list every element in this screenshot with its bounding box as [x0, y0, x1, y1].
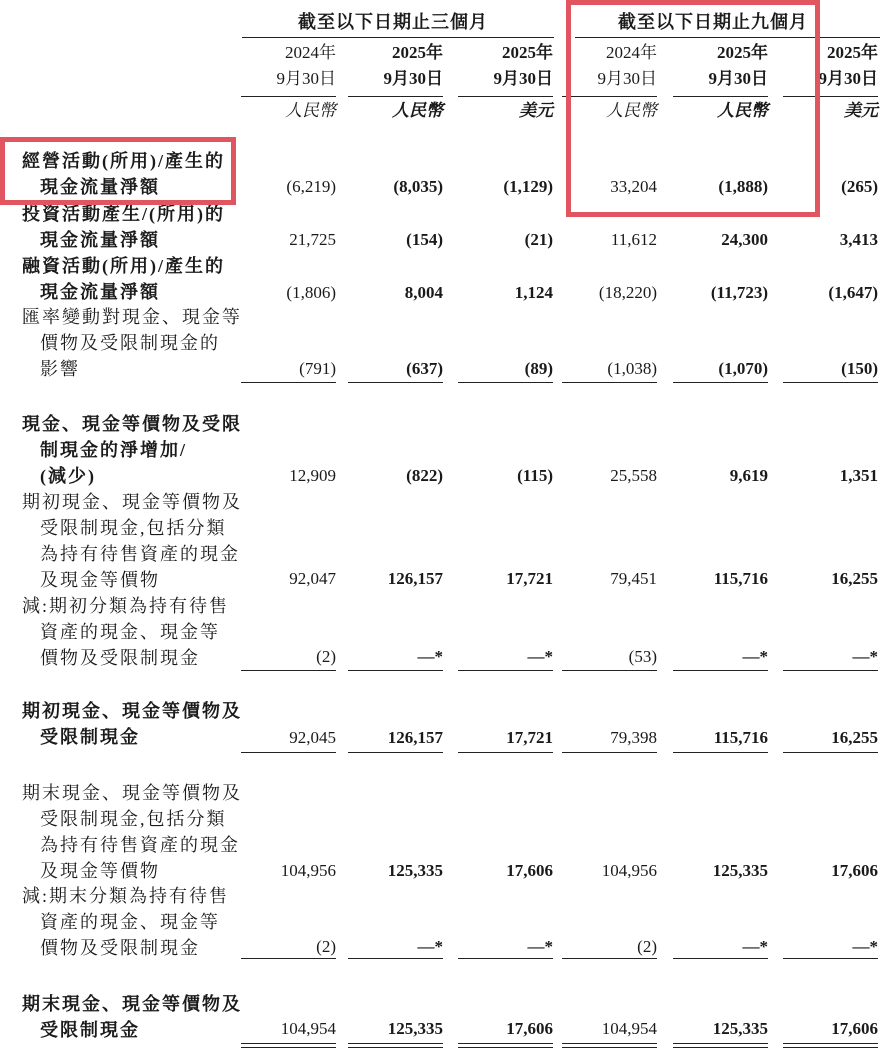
row-value: 125,335 [387, 861, 443, 880]
subtotal-rule [783, 752, 878, 753]
row-value: 21,725 [289, 230, 336, 249]
row-value: 104,954 [280, 1019, 336, 1038]
total-double-rule-bottom [458, 1047, 553, 1048]
row-label: 期初現金、現金等價物及 [22, 492, 242, 512]
column-date: 9月30日 [597, 69, 657, 88]
column-year: 2025年 [502, 43, 553, 62]
column-currency: 美元 [519, 101, 553, 120]
group-header-nine-months: 截至以下日期止九個月 [618, 12, 808, 32]
column-currency: 美元 [844, 101, 878, 120]
subtotal-rule [241, 670, 336, 671]
subtotal-rule [673, 958, 768, 959]
column-year: 2024年 [285, 43, 336, 62]
row-value: 3,413 [839, 230, 878, 249]
row-label: 匯率變動對現金、現金等 [22, 307, 242, 327]
row-value: (2) [316, 647, 336, 666]
subtotal-rule [348, 670, 443, 671]
row-label: 影響 [40, 359, 80, 379]
row-value: —* [852, 937, 878, 956]
row-label: 價物及受限制現金 [40, 648, 200, 668]
row-value: (2) [637, 937, 657, 956]
subtotal-rule [562, 958, 657, 959]
row-label: 制現金的淨增加/ [40, 440, 188, 460]
row-value: 104,956 [601, 861, 657, 880]
column-date: 9月30日 [383, 69, 443, 88]
column-year: 2025年 [392, 43, 443, 62]
subtotal-rule [458, 382, 553, 383]
group-underline-three [242, 37, 554, 38]
column-date: 9月30日 [493, 69, 553, 88]
column-year: 2025年 [827, 43, 878, 62]
row-value: (1,806) [286, 283, 336, 302]
row-value: 125,335 [712, 861, 768, 880]
subtotal-rule [241, 958, 336, 959]
row-value: 115,716 [713, 569, 768, 588]
row-label: 減:期末分類為持有待售 [22, 886, 229, 906]
row-value: (265) [841, 177, 878, 196]
row-value: (1,129) [503, 177, 553, 196]
row-value: 16,255 [831, 728, 878, 747]
row-value: 17,606 [831, 861, 878, 880]
row-label: 及現金等價物 [40, 861, 160, 881]
subtotal-rule [783, 382, 878, 383]
row-value: 8,004 [404, 283, 443, 302]
row-value: (53) [628, 647, 657, 666]
row-value: (637) [406, 359, 443, 378]
column-currency: 人民幣 [285, 101, 336, 120]
row-label: 價物及受限制現金的 [40, 333, 220, 353]
row-value: (1,038) [607, 359, 657, 378]
row-value: 9,619 [729, 466, 768, 485]
subtotal-rule [241, 752, 336, 753]
row-label: 投資活動產生/(所用)的 [22, 204, 225, 224]
column-currency: 人民幣 [392, 101, 443, 120]
row-value: 104,954 [601, 1019, 657, 1038]
row-value: 17,606 [506, 1019, 553, 1038]
column-header-underline [241, 96, 336, 97]
row-value: (21) [524, 230, 553, 249]
row-label: 現金流量淨額 [40, 177, 160, 197]
row-value: 126,157 [387, 728, 443, 747]
row-value: (18,220) [598, 283, 657, 302]
total-double-rule-top [783, 1043, 878, 1044]
subtotal-rule [783, 958, 878, 959]
column-date: 9月30日 [708, 69, 768, 88]
row-label: 減:期初分類為持有待售 [22, 596, 229, 616]
row-value: (1,647) [828, 283, 878, 302]
column-date: 9月30日 [276, 69, 336, 88]
row-value: 92,045 [289, 728, 336, 747]
subtotal-rule [241, 382, 336, 383]
row-value: 1,124 [514, 283, 553, 302]
total-double-rule-bottom [562, 1047, 657, 1048]
row-value: —* [527, 937, 553, 956]
row-label: 受限制現金 [40, 1020, 140, 1040]
row-value: (791) [299, 359, 336, 378]
row-value: (115) [517, 466, 553, 485]
row-value: 115,716 [713, 728, 768, 747]
row-value: (150) [841, 359, 878, 378]
row-label: 資產的現金、現金等 [40, 622, 220, 642]
row-value: —* [742, 937, 768, 956]
subtotal-rule [673, 382, 768, 383]
subtotal-rule [562, 382, 657, 383]
row-value: —* [417, 937, 443, 956]
row-value: 17,606 [506, 861, 553, 880]
row-label: 現金、現金等價物及受限 [22, 414, 242, 434]
subtotal-rule [783, 670, 878, 671]
column-header-underline [458, 96, 553, 97]
row-label: 期末現金、現金等價物及 [22, 994, 242, 1014]
row-value: 17,606 [831, 1019, 878, 1038]
row-value: (8,035) [393, 177, 443, 196]
column-currency: 人民幣 [606, 101, 657, 120]
row-value: 1,351 [839, 466, 878, 485]
subtotal-rule [562, 752, 657, 753]
subtotal-rule [458, 670, 553, 671]
row-value: 33,204 [610, 177, 657, 196]
row-label: 為持有待售資產的現金 [40, 835, 240, 855]
subtotal-rule [348, 958, 443, 959]
row-label: 現金流量淨額 [40, 230, 160, 250]
total-double-rule-bottom [783, 1047, 878, 1048]
row-value: 79,398 [610, 728, 657, 747]
row-value: 92,047 [289, 569, 336, 588]
row-value: —* [742, 647, 768, 666]
total-double-rule-bottom [241, 1047, 336, 1048]
row-value: 17,721 [506, 569, 553, 588]
row-value: (822) [406, 466, 443, 485]
column-year: 2024年 [606, 43, 657, 62]
row-label: 及現金等價物 [40, 570, 160, 590]
row-label: 融資活動(所用)/產生的 [22, 256, 225, 276]
row-value: —* [417, 647, 443, 666]
row-value: 79,451 [610, 569, 657, 588]
total-double-rule-top [562, 1043, 657, 1044]
row-value: (89) [524, 359, 553, 378]
total-double-rule-top [348, 1043, 443, 1044]
row-value: 17,721 [506, 728, 553, 747]
highlight-box-nine-months-2025 [566, 0, 820, 217]
row-value: 16,255 [831, 569, 878, 588]
column-header-underline [348, 96, 443, 97]
row-label: 現金流量淨額 [40, 282, 160, 302]
row-label: 期末現金、現金等價物及 [22, 783, 242, 803]
column-year: 2025年 [717, 43, 768, 62]
row-label: 期初現金、現金等價物及 [22, 701, 242, 721]
group-header-three-months: 截至以下日期止三個月 [298, 12, 488, 32]
column-currency: 人民幣 [717, 101, 768, 120]
row-value: —* [852, 647, 878, 666]
total-double-rule-top [241, 1043, 336, 1044]
row-value: 125,335 [712, 1019, 768, 1038]
total-double-rule-bottom [673, 1047, 768, 1048]
subtotal-rule [673, 670, 768, 671]
row-value: (1,888) [718, 177, 768, 196]
row-value: 24,300 [721, 230, 768, 249]
subtotal-rule [458, 958, 553, 959]
row-value: 11,612 [610, 230, 657, 249]
row-label: 受限制現金 [40, 727, 140, 747]
row-value: 104,956 [280, 861, 336, 880]
row-value: 126,157 [387, 569, 443, 588]
row-value: (6,219) [286, 177, 336, 196]
row-value: (11,723) [710, 283, 768, 302]
subtotal-rule [458, 752, 553, 753]
row-label: (減少) [40, 466, 96, 486]
row-value: (154) [406, 230, 443, 249]
subtotal-rule [673, 752, 768, 753]
subtotal-rule [348, 752, 443, 753]
row-label: 受限制現金,包括分類 [40, 809, 227, 829]
row-value: 125,335 [387, 1019, 443, 1038]
row-label: 受限制現金,包括分類 [40, 518, 227, 538]
total-double-rule-bottom [348, 1047, 443, 1048]
row-label: 為持有待售資產的現金 [40, 544, 240, 564]
subtotal-rule [562, 670, 657, 671]
total-double-rule-top [673, 1043, 768, 1044]
column-date: 9月30日 [818, 69, 878, 88]
total-double-rule-top [458, 1043, 553, 1044]
row-value: 12,909 [289, 466, 336, 485]
highlight-box-operating-label [0, 137, 236, 205]
row-label: 資產的現金、現金等 [40, 912, 220, 932]
subtotal-rule [348, 382, 443, 383]
row-value: (1,070) [718, 359, 768, 378]
row-value: (2) [316, 937, 336, 956]
row-label: 價物及受限制現金 [40, 938, 200, 958]
row-label: 經營活動(所用)/產生的 [22, 151, 225, 171]
row-value: —* [527, 647, 553, 666]
row-value: 25,558 [610, 466, 657, 485]
